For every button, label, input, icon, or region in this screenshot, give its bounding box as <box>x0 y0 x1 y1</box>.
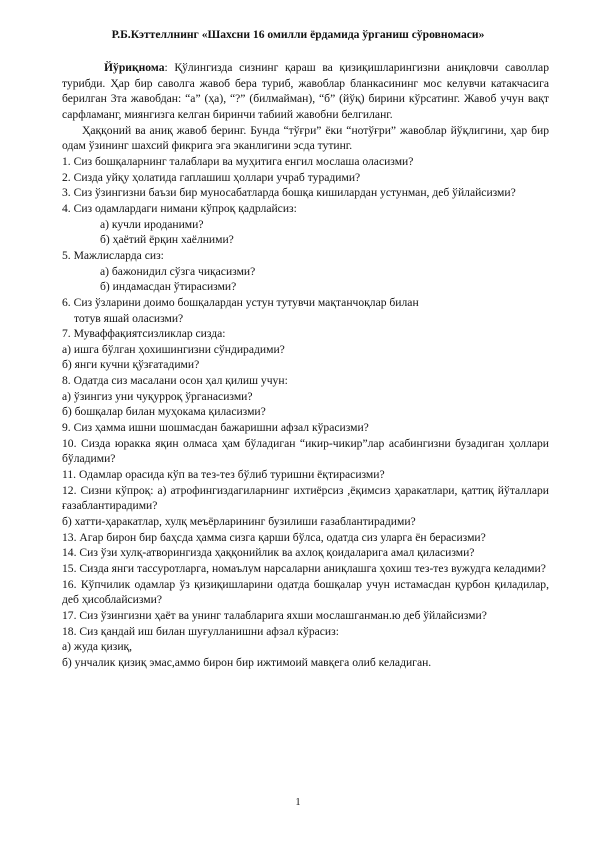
page-title: Р.Б.Кэттеллнинг «Шахсни 16 омилли ёрдамида ўрганиш сўровномаси» <box>111 28 485 41</box>
question-6-continued: тотув яшай оласизми? <box>74 311 184 325</box>
question-6: 6. Сиз ўзларини доимо бошқалардан устун тутувчи мақтанчоқлар билан <box>62 295 419 309</box>
question-10: 10. Сизда юракка яқин олмаса ҳам бўладиган “икир-чикир”лар асабингизни бузадиган ҳоллари бўладими? <box>62 436 549 466</box>
question-14: 14. Сиз ўзи хулқ-атворингизда ҳаққонийлик ва ахлоқ қоидаларига амал қиласизми? <box>62 546 475 560</box>
question-7-option-b: б) янги кучни қўзғатадими? <box>62 358 200 372</box>
question-8-option-b: б) бошқалар билан муҳокама қиласизми? <box>62 405 266 419</box>
question-4-option-b: б) ҳаётий ёрқин хаёлними? <box>100 233 234 247</box>
document-body <box>62 60 549 671</box>
question-18-option-a: а) жуда қизиқ, <box>62 640 133 654</box>
question-12-option-b: б) хатти-ҳаракатлар, хулқ меъёрларининг бузилиши ғазаблантирадими? <box>62 515 416 529</box>
question-13: 13. Агар бирон бир баҳсда ҳамма сизга қарши бўлса, одатда сиз уларга ён берасизми? <box>62 530 486 544</box>
question-4-option-a: а) кучли ироданими? <box>100 217 204 231</box>
question-16: 16. Кўпчилик одамлар ўз қизиқишларини одатда бошқалар учун истамасдан қурбон қиладилар, деб ҳисоблайсизми? <box>62 577 549 607</box>
instruction-paragraph <box>62 60 549 123</box>
question-2: 2. Сизда уйқу ҳолатида гаплашиш ҳоллари учраб турадими? <box>62 170 361 184</box>
question-18-option-b: б) унчалик қизиқ эмас,аммо бирон бир ижтимоий мавқега олиб келадиган. <box>62 655 432 669</box>
page-number: 1 <box>295 797 301 808</box>
question-1: 1. Сиз бошқаларнинг талаблари ва муҳитига енгил мослаша оласизми? <box>62 154 414 168</box>
question-5-option-b: б) индамасдан ўтирасизми? <box>100 280 237 294</box>
question-7: 7. Муваффақиятсизликлар сизда: <box>62 327 226 341</box>
question-11: 11. Одамлар орасида кўп ва тез-тез бўлиб туришни ёқтирасизми? <box>62 468 385 482</box>
question-8-option-a: а) ўзингиз уни чуқурроқ ўрганасизми? <box>62 389 253 403</box>
question-3: 3. Сиз ўзингизни баъзи бир муносабатларда бошқа кишилардан устунман, деб ўйлайсизми? <box>62 186 516 200</box>
question-15: 15. Сизда янги тассуротларга, номаълум нарсаларни аниқлашга ҳохиш тез-тез вужудга келадими? <box>62 562 546 575</box>
question-17: 17. Сиз ўзингизни ҳаёт ва унинг талабларига яхши мослашганман.ю деб ўйлайсизми? <box>62 608 487 622</box>
question-8: 8. Одатда сиз масалани осон ҳал қилиш учун: <box>62 374 288 388</box>
question-18: 18. Сиз қандай иш билан шуғулланишни афзал кўрасиз: <box>62 624 339 638</box>
instruction-label: Йўриқнома <box>104 61 165 74</box>
question-4: 4. Сиз одамлардаги нимани кўпроқ қадрлайсиз: <box>62 201 297 215</box>
instruction-paragraph-2: Ҳаққоний ва аниқ жавоб беринг. Бунда “тўғри” ёки “нотўғри” жавоблар йўқлигини, ҳар бир одам ўзининг шахсий фикрига эга эканлигини эсда тутинг. <box>62 123 549 153</box>
question-12: 12. Сизни кўпроқ: а) атрофингиздагиларнинг ихтиёрсиз ,ёқимсиз ҳаракатлари, қаттиқ йўталлари ғазаблантирадими? <box>62 483 549 513</box>
question-5-option-a: а) бажонидил сўзга чиқасизми? <box>100 264 256 278</box>
instruction-text: : Қўлингизда сизнинг қараш ва қизиқишларингизни аниқловчи саволлар турибди. Ҳар бир саволга жавоб бера туриб, жавоблар бланкасининг мос келувчи катакчасига берилган 3та жавобдан: “а” (ҳа), “?” (билмайман), “б” (йўқ) бирини кўрсатинг. Жавоб учун вақт сарфламанг, миянгизга келган биринчи табиий жавобни белгиланг. <box>62 61 549 121</box>
question-5: 5. Мажлисларда сиз: <box>62 248 164 262</box>
question-9: 9. Сиз ҳамма ишни шошмасдан бажаришни афзал кўрасизми? <box>62 421 369 435</box>
question-7-option-a: а) ишга бўлган ҳохишингизни сўндирадими? <box>62 342 285 356</box>
